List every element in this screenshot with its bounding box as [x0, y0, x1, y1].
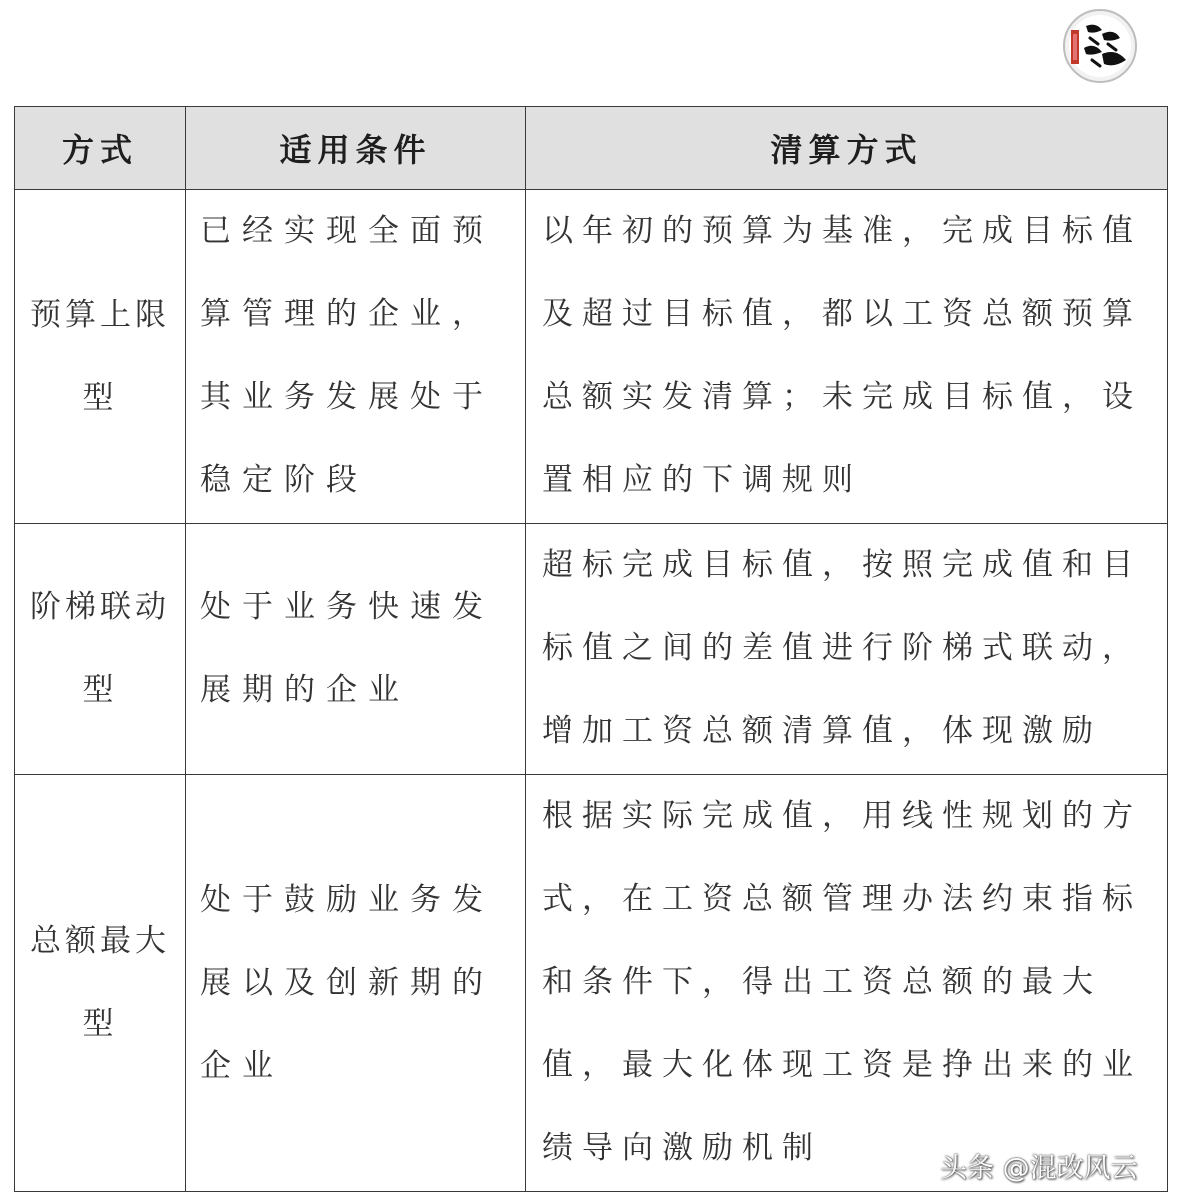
table-row — [15, 775, 1168, 1192]
cell-method: 根据实际完成值，用线性规划的方式，在工资总额管理办法约束指标和条件下，得出工资总额的最大值，最大化体现工资是挣出来的业绩导向激励机制 — [526, 775, 1168, 1192]
header-condition: 适用条件 — [186, 107, 526, 190]
logo-emblem-icon — [1062, 8, 1138, 84]
table-row — [15, 190, 1168, 524]
table-row — [15, 524, 1168, 775]
cell-type: 预算上限型 — [15, 190, 186, 524]
cell-type: 总额最大型 — [15, 775, 186, 1192]
comparison-table — [14, 106, 1168, 1192]
header-type: 方式 — [15, 107, 186, 190]
cell-condition: 已经实现全面预算管理的企业，其业务发展处于稳定阶段 — [186, 190, 526, 524]
header-method: 清算方式 — [526, 107, 1168, 190]
watermark: 头条 @混改风云 — [940, 1153, 1138, 1184]
logo — [1062, 8, 1138, 84]
cell-condition: 处于鼓励业务发展以及创新期的企业 — [186, 775, 526, 1192]
cell-method: 超标完成目标值，按照完成值和目标值之间的差值进行阶梯式联动，增加工资总额清算值，体现激励 — [526, 524, 1168, 775]
cell-type: 阶梯联动型 — [15, 524, 186, 775]
table-header-row — [15, 107, 1168, 190]
cell-method: 以年初的预算为基准，完成目标值及超过目标值，都以工资总额预算总额实发清算；未完成目标值，设置相应的下调规则 — [526, 190, 1168, 524]
cell-condition: 处于业务快速发展期的企业 — [186, 524, 526, 775]
comparison-table-container — [14, 106, 1167, 1192]
